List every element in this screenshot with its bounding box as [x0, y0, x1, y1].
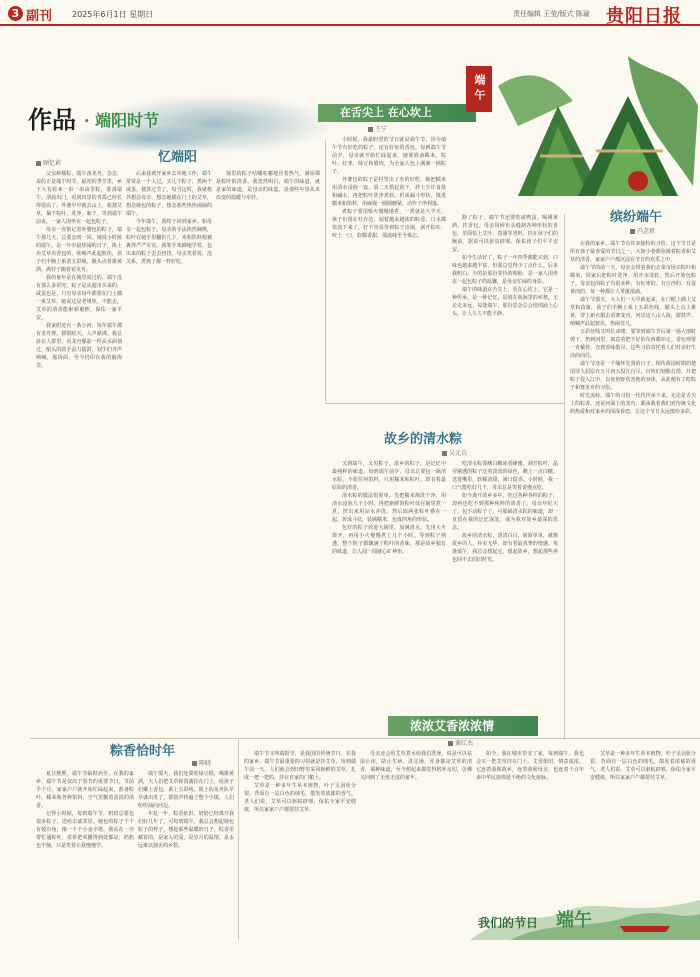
section-divider	[30, 738, 700, 739]
paragraph: 父亲种糯粽，端午备龙舟。念念，说的正是端午时节。最初的季节里，乡下大有粒米一串一串由里粽，准备端午。清晨出门，看到田里的青蒿已经长得很高了。外婆早早就去山上，收割艾草，摘下粽叶，洗净，晾干，等到端午前夜，一家人围坐在一起包粽子。	[36, 171, 122, 225]
paragraph: 端午节还是一个缅怀先贤的日子。相传战国时期的楚国诗人屈原在五月初五投江自尽，百姓们划船打捞，并把粽子投入江中，以免鱼虾伤害他的身体，从此便有了吃粽子和赛龙舟的习俗。	[570, 361, 696, 391]
paragraph: 我家附近有一条小河，每年端午都有龙舟赛，锣鼓喧天，人声鼎沸。我总挤在人群里，看龙舟像箭一样从水面划过，船头的鼓手奋力擂鼓，划手们齐声呐喊，那场面，至今仍印在我的脑海里。	[36, 323, 122, 369]
footer-title-accent: 端午	[556, 910, 592, 931]
paragraph: 年复一年，粽香依旧。奶奶已经离开我们好几年了，可每到端午，我总会想起她包粽子的样子，想起那些温暖的日子。粽香里藏着的，是家人的爱，是岁月的温情，是永远难以割舍的乡愁。	[138, 811, 234, 849]
article-body	[36, 770, 134, 936]
paragraph: 艾草是一种多年生草本植物，叶子呈羽状分裂，背面有一层白色的绒毛，散发着浓郁的香气。老人们说，艾草可以驱蚊辟邪，保佑全家平安健康，所以家家户户都要挂艾草。	[244, 783, 356, 813]
duanwu-badge	[466, 66, 492, 112]
article-body	[126, 170, 212, 732]
column-subtitle: · 端阳时节	[84, 111, 160, 130]
article-title: 粽香恰时年	[110, 744, 176, 759]
paragraph: 艾草是一种多年生草本植物，叶子呈羽状分裂，背面有一层白色的绒毛，散发着浓郁的香气。老人们说，艾草可以驱蚊辟邪，保佑全家平安健康，所以家家户户都要挂艾草。	[590, 751, 696, 781]
article-author: 陈晓	[192, 758, 211, 767]
section-name: 副刊	[26, 9, 53, 24]
paragraph: 端午节的前一天，母亲会带着我们去菜市场买粽叶和糯米，回家后把粽叶洗净，用开水烫软，然后开始包粽子。母亲包的粽子有很多种，有红枣的、有豆沙的、有蛋黄肉的，每一种都让人垂涎欲滴。	[570, 265, 696, 295]
article-body	[570, 240, 696, 734]
paragraph: 故乡的清水粽，清清白白，简简单单，就像故乡的人，朴实无华，却有着最真挚的情感。每逢端午，我总会想起它，想起故乡，想起那些再也回不去的旧时光。	[452, 533, 558, 563]
column-title: 作品	[28, 105, 76, 134]
article-title: 浓浓艾香浓浓情	[410, 719, 495, 733]
article-title: 在舌尖上 在心坎上	[340, 106, 432, 119]
paragraph: 端午那天，我们还要吃绿豆糕、喝雄黄酒，大人们把艾草和菖蒲挂在门上，给孩子们戴上香包，系上五彩线。街上的龙舟队早早就出发了，锣鼓声传遍了整个小镇，人们纷纷涌向河边。	[138, 771, 234, 809]
paragraph: 端午节又叫端阳节，是我国的传统节日。在我的家乡，端午节最重要的习俗就是挂艾草。每到端午前一天，人们就会到田野里采回新鲜的艾草，扎成一把一把的，挂在自家的门楣上。	[244, 751, 356, 781]
article-body	[332, 136, 446, 398]
paragraph: 如今，我在城市里安了家，每到端午，我也会买一把艾草挂在门上。艾香依旧，情意浓浓，它连着我和故乡，连着我和母亲，也连着千百年来中华民族绵延不绝的文化血脉。	[476, 751, 584, 781]
page-header	[0, 0, 700, 26]
article-author: 吴元兵	[442, 448, 467, 457]
article-body	[36, 170, 122, 732]
article-body	[244, 750, 356, 936]
paragraph: 又到端午，又见粽子。故乡的粽子，是记忆中最纯粹的味道。每到端午前夕，母亲总要包一锅清水粽，不放任何馅料，只用糯米和粽叶，却有着最原始的清香。	[332, 461, 446, 491]
paragraph: 小时候，我最盼望的节日就是端午节。因为端午节有好吃的粽子，还有好玩的香包。每到端午节前夕，母亲就开始忙碌起来，她要准备糯米、粽叶、红枣、绿豆和腊肉，为全家人包上满满一锅粽子。	[332, 137, 446, 175]
article-body	[360, 750, 472, 936]
column-divider	[325, 140, 326, 402]
article-title: 忆端阳	[158, 150, 198, 165]
article-title: 缤纷端午	[610, 210, 663, 225]
zongzi-illustration	[478, 46, 700, 206]
paragraph: 记得小时候，每到端午节，奶奶总要包很多粽子，送给亲戚邻居。她包的粽子个个有棱有角，像一个个小金字塔。我站在一旁帮忙递粽叶，常常把米撒得到处都是，奶奶也不恼，只是笑着让我慢慢学。	[36, 811, 134, 849]
newspaper-logo: 贵阳日报	[606, 6, 682, 27]
article-body	[452, 460, 558, 736]
paragraph: 端午的味道在舌尖上，更在心坎上。它是一种传承，是一种记忆，是刻在血脉里的乡愁。无论走多远，每逢端午，那份思念总会悄悄涌上心头，让人久久不能平静。	[452, 287, 558, 317]
paragraph: 时光流转，端午的习俗一代代传承下来。无论是舌尖上的粽香，还是河面上的龙舟，都承载着我们对传统文化的热爱和对家乡的深深眷恋，让这个节日永远缤纷多彩。	[570, 393, 696, 415]
paragraph: 母亲还会用艾草煮水给我们洗澡，说是可以祛湿止痒，防止生病。洗完澡，浑身都是艾草的清香，那种味道，至今想起来都觉得格外亲切，仿佛又回到了无忧无虑的童年。	[360, 751, 472, 781]
paragraph: 清水粽的做法很简单。先把糯米淘洗干净，用清水浸泡几个小时，再把新鲜的粽叶放在锅里煮一煮，捞出来用凉水冲洗。然后取两张粽叶叠在一起，折成斗状，装满糯米，包成四角的形状。	[332, 493, 446, 523]
page-number-badge: 3	[8, 6, 23, 21]
editor-credit: 责任编辑 王莹/版式 陈瑜	[513, 10, 590, 18]
article-body	[216, 170, 320, 732]
article-body	[332, 460, 446, 736]
article-body	[590, 750, 696, 884]
column-divider	[238, 740, 239, 940]
article-author: 顾忆莉	[36, 158, 61, 167]
paragraph: 后来我离开家乡去外地工作，端午常常是一个人过。买几个粽子，煮两个咸蛋，便算过节了。每当这时，我就格外想念母亲，想念她插在门上的艾草，想念她包的粽子，想念那些热热闹闹的端午。	[126, 171, 212, 217]
footer-title: 我们的节日	[478, 916, 539, 930]
paragraph: 外婆包的粽子是村里出了名的好吃。她把糯米用清水浸泡一夜，第二天捞起沥干，拌上少许食盐和碱水，再把粽叶洗净煮软，折成漏斗形状，填进糯米和馅料，用麻绳一圈圈缠紧，动作干净利落。	[332, 177, 446, 207]
article-body	[138, 770, 234, 936]
issue-date: 2025年6月1日 星期日	[72, 10, 154, 19]
paragraph: 锅里的粽子咕嘟咕嘟地冒着热气，满屋都是粽叶的清香。我忽然明白，端午的味道，就是家的味道，是母亲的味道，是那些年里从未改变的温暖与牵挂。	[216, 171, 320, 201]
paragraph: 除了粽子，端午节还要吃咸鸭蛋、喝雄黄酒、挂香包。母亲用碎布头缝制各种形状的香包，里面装上艾叶、菖蒲等香料，挂在孩子们的胸前，据说可以驱虫辟邪，保佑孩子们平平安安。	[452, 215, 558, 253]
paragraph: 煮粽子要用柴火慢慢地煮，一煮就是大半天。孩子们围在灶台边，闻着越来越浓的粽香，口水都快流下来了。好不容易等到粽子出锅，剥开粽叶，咬上一口，软糯香甜，那滋味至今难忘。	[332, 209, 446, 239]
paragraph: 如今离开故乡多年，吃过各种各样的粽子，却再也吃不到那种纯粹的清香了。母亲年纪大了，包不动粽子了，可那锅清水粽的味道，却一直留在我的记忆深处，成为我对故乡最深的思念。	[452, 493, 558, 531]
paragraph: 如今生活好了，粽子一年四季都能买到，口味也越来越丰富，但我总觉得少了点什么。后来我明白，少的是那份等待的期盼，是一家人围坐在一起包粽子的温馨，是母亲忙碌的身影。	[452, 255, 558, 285]
paragraph: 夏日熙熙，端午节临时而至。在我的家乡，端午节是仅次于春节的重要节日。节前半个月，家家户户就开始忙碌起来，准备粽叶、糯米和各种馅料，空气里飘着淡淡的清香。	[36, 771, 134, 809]
badge-text: 端午	[473, 74, 486, 104]
column-divider	[564, 214, 565, 740]
article-body	[476, 750, 584, 884]
paragraph: 我的童年是在城里度过的，端午没有那么多讲究。粽子是从超市买来的，咸蛋也是，只有母亲每年都要在门上插一束艾草，她说这是老规矩，不能丢，艾草的清香能驱邪避秽，保佑一家平安。	[36, 275, 122, 321]
paragraph: 五彩丝线又叫长命缕，要等到端午节后第一场大雨时剪下，扔到河里，寓意着把不好的东西都冲走。香包则要一直戴着，直到香味散尽，这些习俗寄托着人们对美好生活的向往。	[570, 329, 696, 359]
article-body	[452, 214, 558, 398]
paragraph: 在我的家乡，端午节有许多独特的习俗。这个节日是所有孩子最喜爱的节日之一，大街小巷都弥漫着粽香和艾草的清香，家家户户都沉浸在节日的欢乐之中。	[570, 241, 696, 263]
paragraph: 包好的粽子放进大锅里，加满清水，先用大火烧开，再用小火慢慢煮上几个小时。等到粽子熟透，整个院子都飘满了粽叶的香味，那是故乡独有的味道，让人闻一闻就心旷神怡。	[332, 525, 446, 555]
article-author: 王宁	[368, 124, 387, 133]
paragraph: 吃清水粽要蘸白糖或者蜂蜜。剥开粽叶，晶莹剔透的粽子泛着淡淡的绿色，蘸上一点白糖，送进嘴里，软糯清甜，满口留香。小时候，我一口气能吃好几个，母亲总是笑着说慢点吃。	[452, 461, 558, 491]
article-title: 故乡的清水粽	[384, 432, 463, 447]
article-author: 谢红杰	[448, 738, 473, 747]
paragraph: 母亲一直惦记着外婆包的粽子，端午那几天，总要念叨一回。她说小时候的端午，是一年中最热闹的日子，街上卖艾草卖香包的，吆喝声此起彼伏，孩子们手腕上系着五彩绳，额头点着雄黄酒，满村子跑着看龙舟。	[36, 227, 122, 273]
paragraph: 今年端午，我终于回到家乡，和母亲一起包粽子。母亲的手法依然娴熟，粽叶在她手里翻折几下，米和馅料便被裹得严严实实。我笨手笨脚地学着，包出来的粽子歪歪扭扭，母亲笑着说，没关系，煮熟了都一样好吃。	[126, 219, 212, 265]
article-author: 冯念祖	[630, 226, 655, 235]
paragraph: 端午节那天，大人们一大早就起来，在门楣上插上艾草和菖蒲，孩子们手腕上系上五彩丝线，额头上点上雄黄，穿上新衣服去看赛龙舟。河岸边人山人海，锣鼓声、呐喊声此起彼伏，热闹非凡。	[570, 297, 696, 327]
section-divider	[325, 403, 564, 404]
